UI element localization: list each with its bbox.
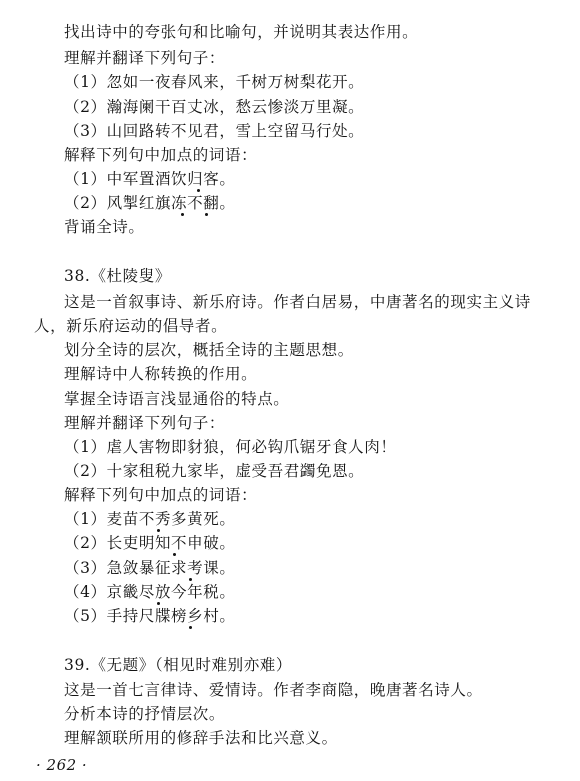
text-line: 这是一首叙事诗、新乐府诗。作者白居易，中唐著名的现实主义诗 xyxy=(64,293,531,311)
text-line: 找出诗中的夸张句和比喻句，并说明其表达作用。 xyxy=(64,23,419,41)
text-line: 解释下列句中加点的词语： xyxy=(64,486,258,504)
text-line: （1）虐人害物即豺狼，何必钩爪锯牙食人肉！ xyxy=(64,438,397,456)
text-line: 这是一首七言律诗、爱情诗。作者李商隐，晚唐著名诗人。 xyxy=(64,681,483,699)
text-line: （2）瀚海阑干百丈冰，愁云惨淡万里凝。 xyxy=(64,98,365,116)
emphasis-dot xyxy=(189,578,192,581)
emphasis-dot xyxy=(197,189,200,192)
emphasis-dot xyxy=(157,529,160,532)
text-line: 掌握全诗语言浅显通俗的特点。 xyxy=(64,390,290,408)
text-line: 背诵全诗。 xyxy=(64,218,145,236)
section-heading: 39.《无题》（相见时难别亦难） xyxy=(64,656,293,674)
emphasis-dot xyxy=(157,602,160,605)
text-line: 理解并翻译下列句子： xyxy=(64,49,226,67)
emphasis-dot xyxy=(205,213,208,216)
emphasis-dot xyxy=(173,553,176,556)
text-line: 理解颔联所用的修辞手法和比兴意义。 xyxy=(64,729,338,747)
text-line: 划分全诗的层次，概括全诗的主题思想。 xyxy=(64,341,354,359)
text-line: （3）山回路转不见君，雪上空留马行处。 xyxy=(64,122,365,140)
text-line: （1）麦苗不秀多黄死。 xyxy=(64,510,236,528)
text-line: 解释下列句中加点的词语： xyxy=(64,146,258,164)
text-line: （3）急敛暴征求考课。 xyxy=(64,559,236,577)
text-line: （5）手持尺牒榜乡村。 xyxy=(64,607,236,625)
text-line: 人，新乐府运动的倡导者。 xyxy=(34,317,228,335)
text-line: （2）十家租税九家毕，虚受吾君蠲免恩。 xyxy=(64,462,365,480)
section-heading: 38.《杜陵叟》 xyxy=(64,267,171,285)
text-line: （1）忽如一夜春风来，千树万树梨花开。 xyxy=(64,73,365,91)
emphasis-dot xyxy=(189,626,192,629)
text-line: （4）京畿尽放今年税。 xyxy=(64,583,236,601)
page-number: · 262 · xyxy=(36,756,88,774)
text-line: （1）中军置酒饮归客。 xyxy=(64,170,236,188)
text-line: 理解诗中人称转换的作用。 xyxy=(64,365,258,383)
emphasis-dot xyxy=(181,213,184,216)
text-line: 分析本诗的抒情层次。 xyxy=(64,705,226,723)
text-line: 理解并翻译下列句子： xyxy=(64,414,226,432)
text-line: （2）长吏明知不申破。 xyxy=(64,534,236,552)
text-line: （2）风掣红旗冻不翻。 xyxy=(64,194,236,212)
